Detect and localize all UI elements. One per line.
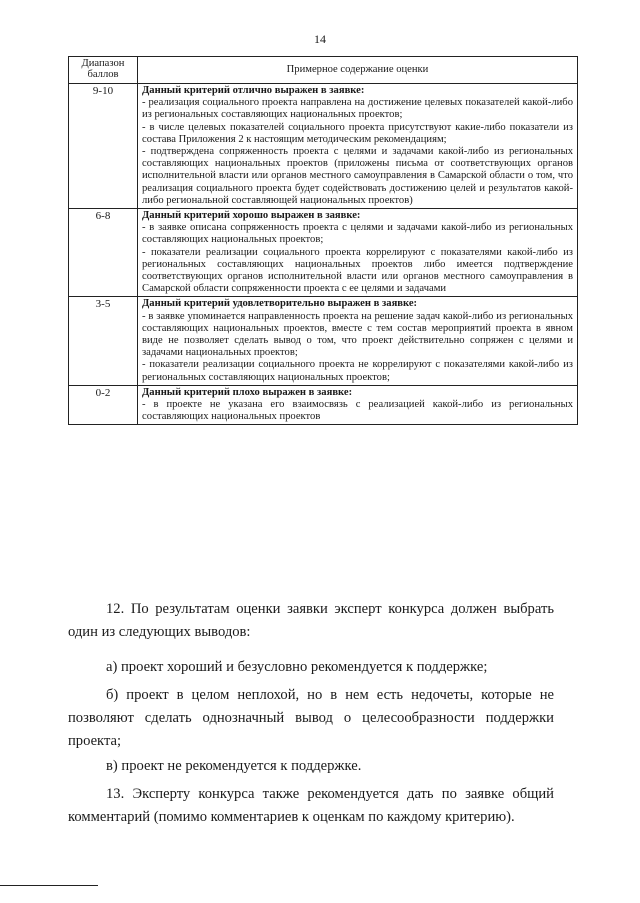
criterion-heading: Данный критерий отлично выражен в заявке:: [142, 85, 365, 96]
score-range: 6-8: [69, 209, 138, 297]
criterion-line: - показатели реализации социального проекта не коррелируют с показателями какой-либо из региональных составляющих национальных проектов;: [142, 359, 573, 383]
table-row: [69, 209, 578, 297]
assessment-content: [138, 297, 578, 385]
option-v: в) проект не рекомендуется к поддержке.: [106, 758, 362, 774]
score-range: 0-2: [69, 385, 138, 425]
criterion-line: - показатели реализации социального проекта коррелируют с показателями какой-либо из региональных составляющих национальных проектов либо имеется подтверждение соответствующих органов исполнительной власти или органов местного самоуправления в Самарской области сопряженности проекта с ее целями и задачами: [142, 246, 573, 295]
page-number: 14: [314, 32, 326, 46]
option-a: а) проект хороший и безусловно рекомендуется к поддержке;: [106, 659, 488, 675]
header-score-range: Диапазон баллов: [69, 57, 138, 84]
criterion-line: - в заявке упоминается направленность проекта на решение задач какой-либо из региональных составляющих национальных проектов, вместе с тем состав мероприятий проекта в явном виде не позволяет сделать вывод о том, что проект действительно сопряжен с целями и задачами национальных проектов;: [142, 310, 573, 359]
criterion-heading: Данный критерий плохо выражен в заявке:: [142, 386, 353, 398]
paragraph-12: 12. По результатам оценки заявки эксперт конкурса должен выбрать один из следующих выводов:: [68, 601, 554, 640]
criterion-line: - реализация социального проекта направлена на достижение целевых показателей какой-либо из региональных составляющих национальных проектов;: [142, 97, 573, 121]
criterion-heading: Данный критерий хорошо выражен в заявке:: [142, 210, 361, 222]
table-row: [69, 385, 578, 425]
table-row: [69, 297, 578, 385]
criterion-line: - в проекте не указана его взаимосвязь с реализацией какой-либо из региональных составляющих национальных проектов: [142, 399, 573, 423]
score-range: 9-10: [69, 84, 138, 209]
option-b: б) проект в целом неплохой, но в нем есть недочеты, которые не позволяют сделать однозначный вывод о целесообразности поддержки проекта;: [68, 687, 554, 749]
table-header-row: [69, 57, 578, 84]
criterion-line: - подтверждена сопряженность проекта с целями и задачами какой-либо из региональных составляющих национальных проектов (приложены письма от соответствующих органов исполнительной власти или органов местного самоуправления в Самарской области о том, что реализация социального проекта будет содействовать достижению целей и результатов какой-либо региональной составляющей национальных проектов): [142, 146, 573, 206]
criterion-heading: Данный критерий удовлетворительно выражен в заявке:: [142, 298, 418, 310]
footnote-separator: [0, 885, 98, 886]
score-range: 3-5: [69, 297, 138, 385]
table-row: [69, 84, 578, 209]
assessment-content: [138, 385, 578, 425]
criterion-line: - в числе целевых показателей социального проекта присутствуют какие-либо показатели из состава Приложения 2 к настоящим методическим рекомендациям;: [142, 121, 573, 145]
assessment-content: [138, 84, 578, 209]
evaluation-criteria-table: [68, 56, 578, 425]
header-assessment-content: Примерное содержание оценки: [138, 57, 578, 84]
criterion-line: - в заявке описана сопряженность проекта с целями и задачами какой-либо из региональных составляющих национальных проектов;: [142, 222, 573, 246]
paragraph-13: 13. Эксперту конкурса также рекомендуется дать по заявке общий комментарий (помимо комментариев к оценкам по каждому критерию).: [68, 786, 554, 825]
assessment-content: [138, 209, 578, 297]
